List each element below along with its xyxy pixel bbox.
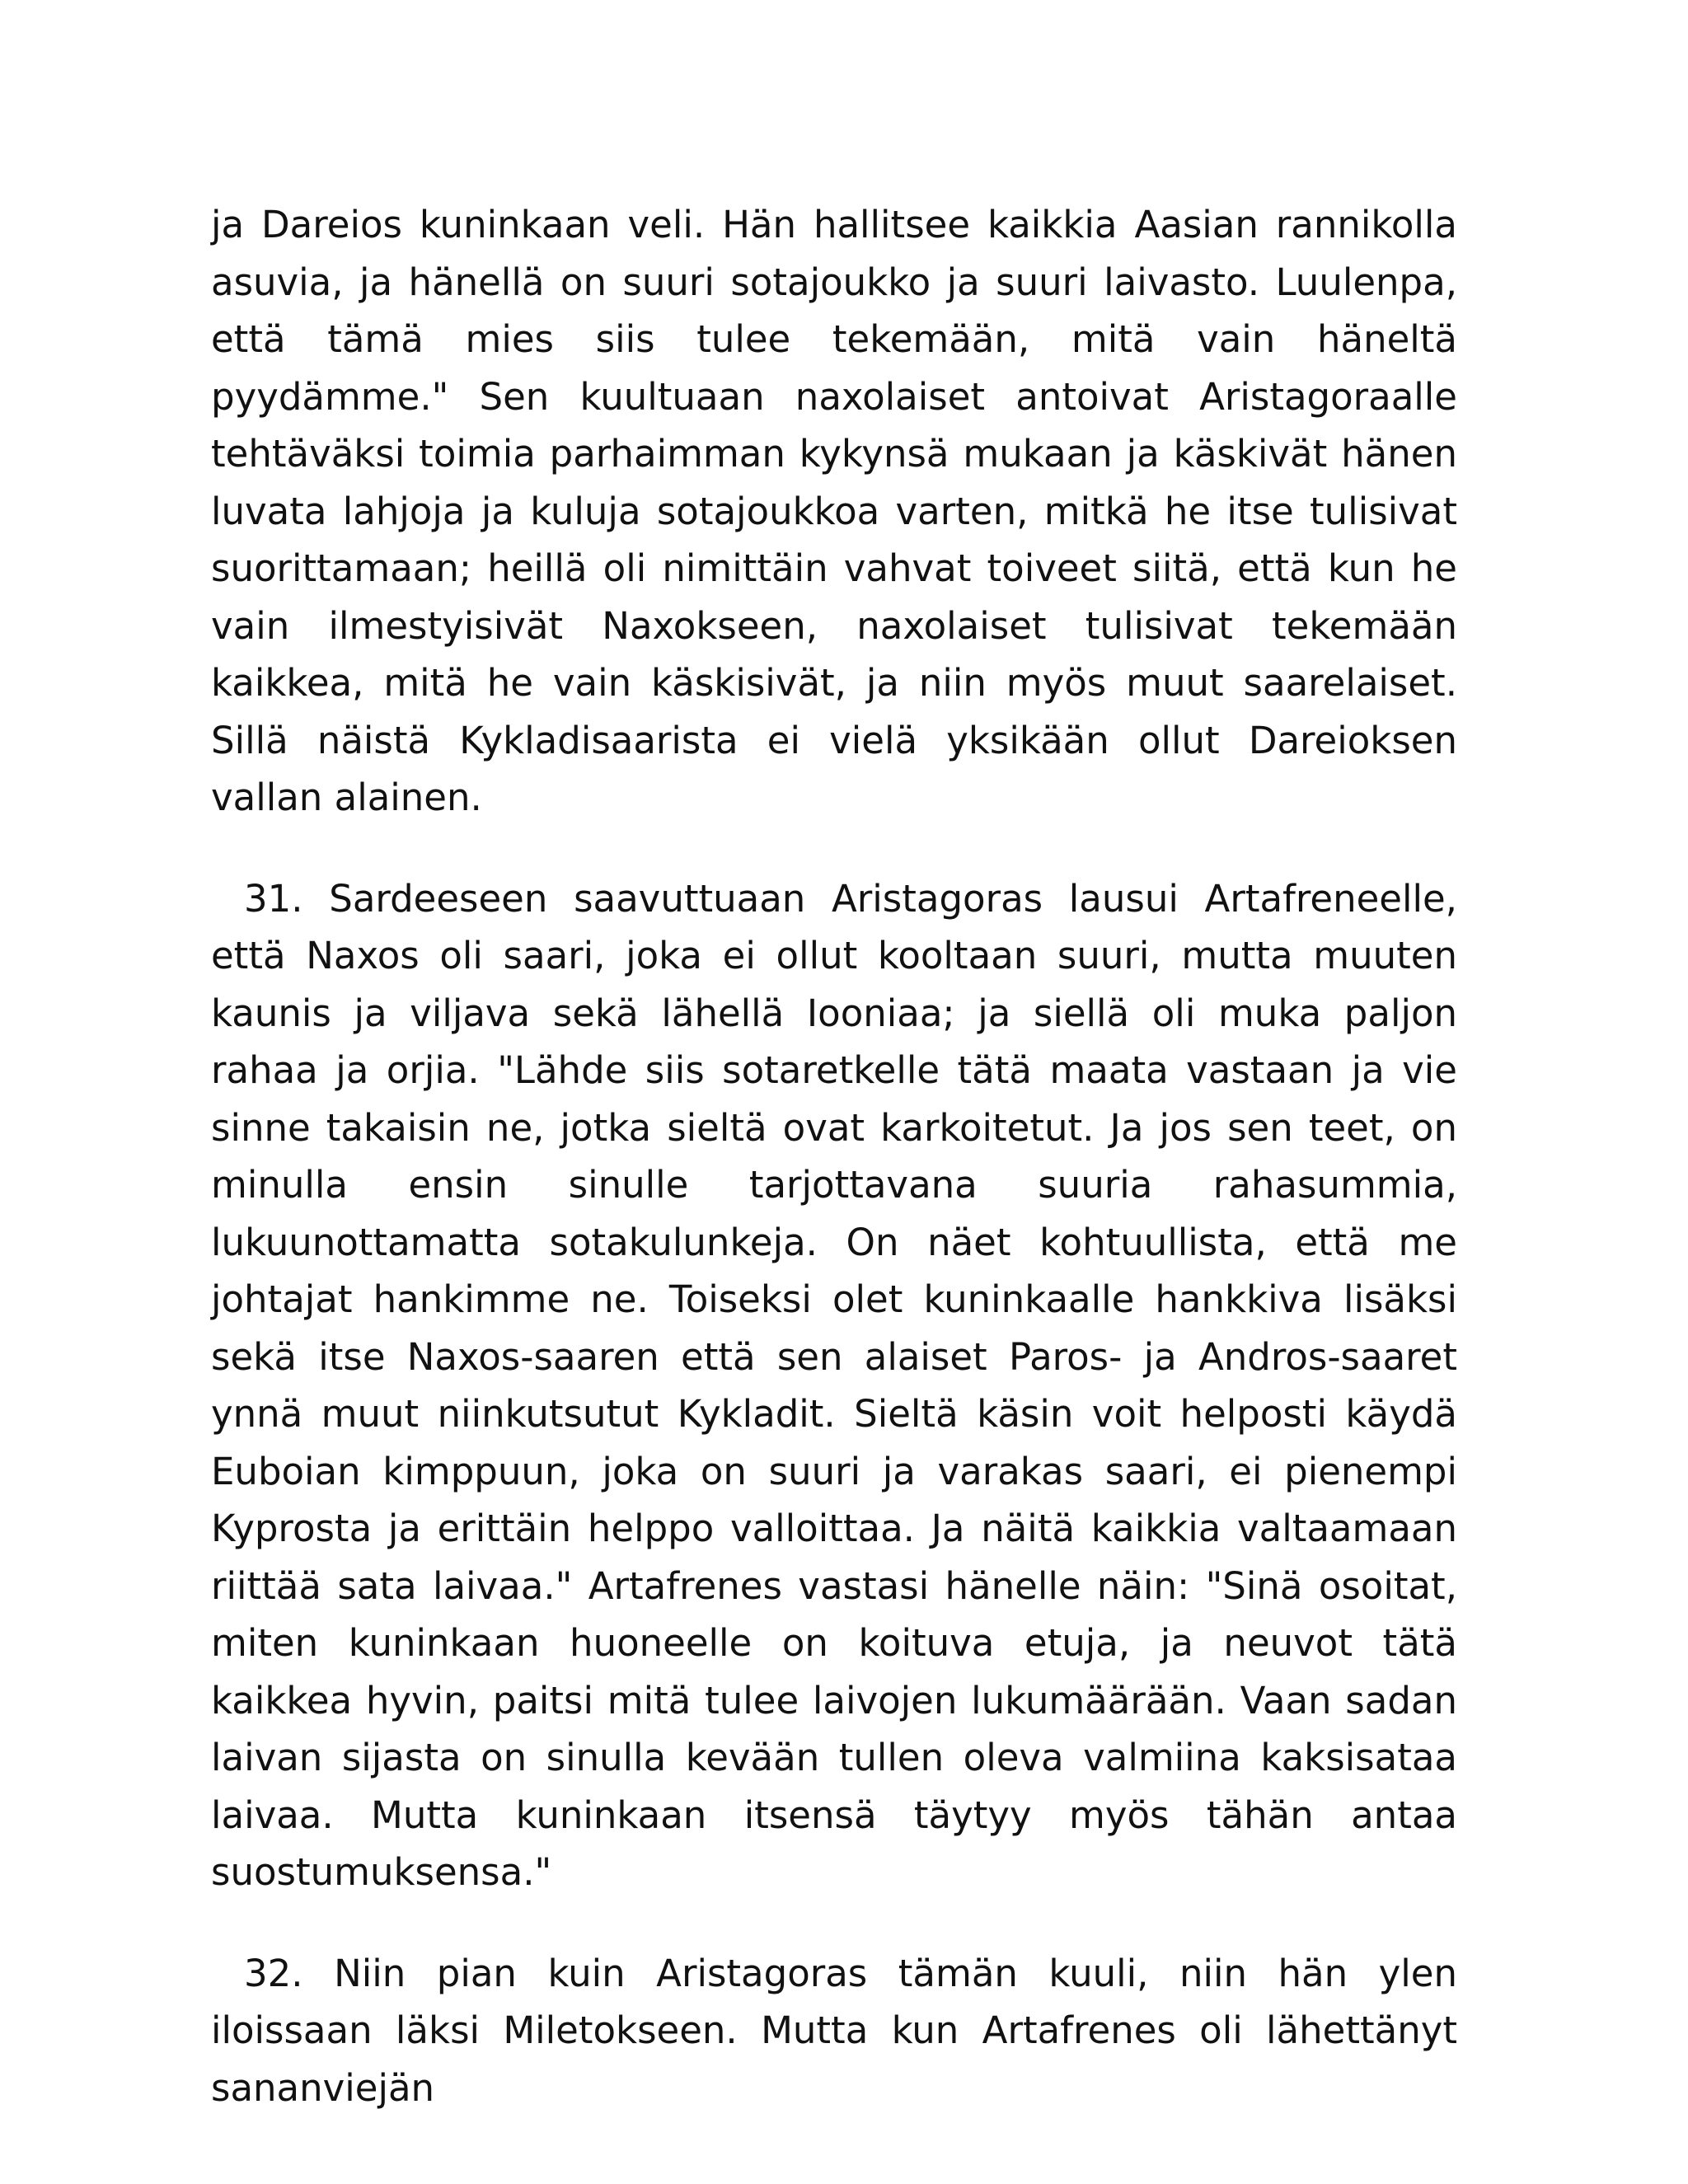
paragraph-32: 32. Niin pian kuin Aristagoras tämän kuuli, niin hän ylen iloissaan läksi Miletokseen. Mutta kun Artafrenes oli lähettänyt sananviejän [211,1951,1457,2110]
paragraph-continuation: ja Dareios kuninkaan veli. Hän hallitsee kaikkia Aasian rannikolla asuvia, ja hänellä on suuri sotajoukko ja suuri laivasto. Luulenpa, että tämä mies siis tulee tekemään, mitä vain häneltä pyydämme." Sen kuultuaan naxolaiset antoivat Aristagoraalle tehtäväksi toimia parhaimman kykynsä mukaan ja käskivät hänen luvata lahjoja ja kuluja sotajoukkoa varten, mitkä he itse tulisivat suorittamaan; heillä oli nimittäin vahvat toiveet siitä, että kun he vain ilmestyisivät Naxokseen, naxolaiset tulisivat tekemään kaikkea, mitä he vain käskisivät, ja niin myös muut saarelaiset. Sillä näistä Kykladisaarista ei vielä yksikään ollut Dareioksen vallan alainen. [211,203,1457,819]
body-text [211,196,1457,2116]
paragraph-31: 31. Sardeeseen saavuttuaan Aristagoras lausui Artafreneelle, että Naxos oli saari, joka ei ollut kooltaan suuri, mutta muuten kaunis ja viljava sekä lähellä Iooniaa; ja siellä oli muka paljon rahaa ja orjia. "Lähde siis sotaretkelle tätä maata vastaan ja vie sinne takaisin ne, jotka sieltä ovat karkoitetut. Ja jos sen teet, on minulla ensin sinulle tarjottavana suuria rahasummia, lukuunottamatta sotakulunkeja. On näet kohtuullista, että me johtajat hankimme ne. Toiseksi olet kuninkaalle hankkiva lisäksi sekä itse Naxos-saaren että sen alaiset Paros- ja Andros-saaret ynnä muut niinkutsutut Kykladit. Sieltä käsin voit helposti käydä Euboian kimppuun, joka on suuri ja varakas saari, ei pienempi Kyprosta ja erittäin helppo valloittaa. Ja näitä kaikkia valtaamaan riittää sata laivaa." Artafrenes vastasi hänelle näin: "Sinä osoitat, miten kuninkaan huoneelle on koituva etuja, ja neuvot tätä kaikkea hyvin, paitsi mitä tulee laivojen lukumäärään. Vaan sadan laivan sijasta on sinulla kevään tullen oleva valmiina kaksisataa laivaa. Mutta kuninkaan itsensä täytyy myös tähän antaa suostumuksensa." [211,876,1457,1894]
